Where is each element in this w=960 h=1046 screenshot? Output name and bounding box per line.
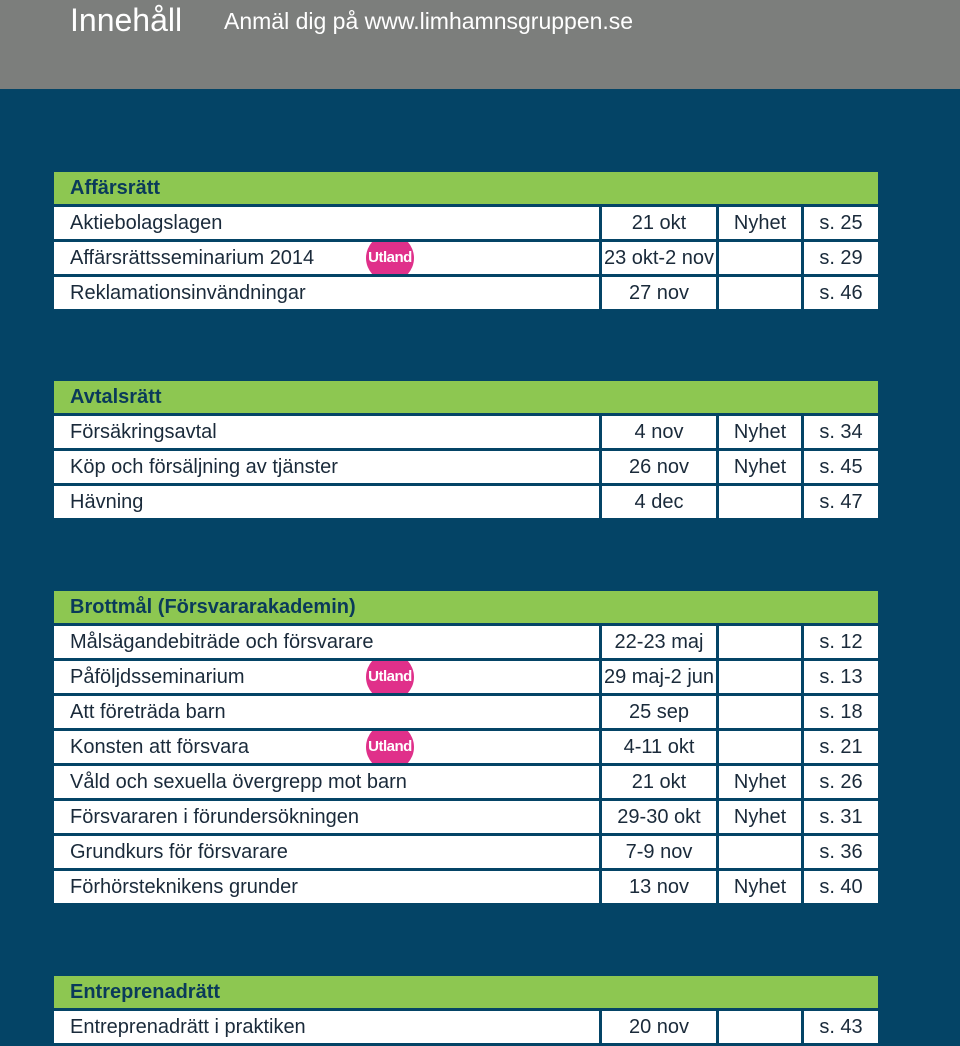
course-row [54,836,878,868]
course-title-cell [54,836,599,868]
page-reference: s. 31 [804,801,878,833]
new-label: Nyhet [719,871,801,903]
page-reference: s. 45 [804,451,878,483]
course-date: 13 nov [602,871,716,903]
signup-text: Anmäl dig på www.limhamnsgruppen.se [224,8,634,34]
new-label [719,1011,801,1043]
course-row [54,801,878,833]
page-reference: s. 13 [804,661,878,693]
course-date: 21 okt [602,766,716,798]
course-date: 26 nov [602,451,716,483]
course-title-cell [54,277,599,309]
course-title: Hävning [70,491,144,513]
course-title-cell [54,207,599,239]
page-title: Innehåll [70,2,183,38]
course-row [54,871,878,903]
course-date: 25 sep [602,696,716,728]
course-title-cell [54,871,599,903]
course-row [54,766,878,798]
page-reference: s. 36 [804,836,878,868]
course-title-cell [54,766,599,798]
page-reference: s. 43 [804,1011,878,1043]
course-title: Påföljdsseminarium [70,666,245,688]
course-title: Försäkringsavtal [70,421,217,443]
section-heading: Avtalsrätt [54,381,878,413]
page-reference: s. 46 [804,277,878,309]
course-title: Att företräda barn [70,701,226,723]
course-title-cell [54,242,599,274]
utland-badge: Utland [366,242,414,274]
course-row [54,416,878,448]
course-title: Konsten att försvara [70,736,249,758]
course-date: 20 nov [602,1011,716,1043]
course-date: 23 okt-2 nov [602,242,716,274]
course-title: Förhörsteknikens grunder [70,876,298,898]
new-label: Nyhet [719,416,801,448]
course-title: Våld och sexuella övergrepp mot barn [70,771,407,793]
course-title-cell [54,696,599,728]
course-title-cell [54,1011,599,1043]
course-row [54,207,878,239]
course-title-cell [54,731,599,763]
course-title: Försvararen i förundersökningen [70,806,360,828]
course-section [54,976,878,1046]
course-date: 4-11 okt [602,731,716,763]
new-label: Nyhet [719,766,801,798]
course-title: Entreprenadrätt i praktiken [70,1016,306,1038]
course-section [54,591,878,906]
course-title-cell [54,486,599,518]
course-row [54,661,878,693]
section-heading: Brottmål (Försvararakademin) [54,591,878,623]
page-reference: s. 12 [804,626,878,658]
course-row [54,242,878,274]
section-heading: Entreprenadrätt [54,976,878,1008]
course-section [54,172,878,312]
page-reference: s. 26 [804,766,878,798]
new-label [719,696,801,728]
course-row [54,277,878,309]
course-title-cell [54,451,599,483]
course-date: 4 nov [602,416,716,448]
new-label [719,731,801,763]
section-heading: Affärsrätt [54,172,878,204]
new-label [719,242,801,274]
course-date: 7-9 nov [602,836,716,868]
course-title: Reklamationsinvändningar [70,282,306,304]
new-label [719,277,801,309]
page-reference: s. 34 [804,416,878,448]
course-title: Grundkurs för försvarare [70,841,288,863]
page-reference: s. 47 [804,486,878,518]
new-label [719,661,801,693]
course-date: 4 dec [602,486,716,518]
new-label [719,486,801,518]
course-title: Målsägandebiträde och försvarare [70,631,374,653]
course-row [54,731,878,763]
new-label: Nyhet [719,801,801,833]
course-title-cell [54,416,599,448]
page-reference: s. 21 [804,731,878,763]
course-title: Aktiebolagslagen [70,212,223,234]
course-title-cell [54,801,599,833]
course-title-cell [54,661,599,693]
course-date: 27 nov [602,277,716,309]
course-date: 21 okt [602,207,716,239]
course-title: Affärsrättsseminarium 2014 [70,247,315,269]
course-row [54,626,878,658]
new-label: Nyhet [719,207,801,239]
new-label [719,836,801,868]
course-row [54,696,878,728]
utland-badge: Utland [366,731,414,763]
header-bar [0,0,960,89]
page-reference: s. 25 [804,207,878,239]
course-date: 29-30 okt [602,801,716,833]
course-row [54,1011,878,1043]
new-label [719,626,801,658]
page-reference: s. 29 [804,242,878,274]
course-row [54,451,878,483]
page-reference: s. 18 [804,696,878,728]
course-date: 29 maj-2 jun [602,661,716,693]
course-title-cell [54,626,599,658]
course-row [54,486,878,518]
utland-badge: Utland [366,661,414,693]
course-date: 22-23 maj [602,626,716,658]
page-reference: s. 40 [804,871,878,903]
course-title: Köp och försäljning av tjänster [70,456,338,478]
course-section [54,381,878,521]
new-label: Nyhet [719,451,801,483]
